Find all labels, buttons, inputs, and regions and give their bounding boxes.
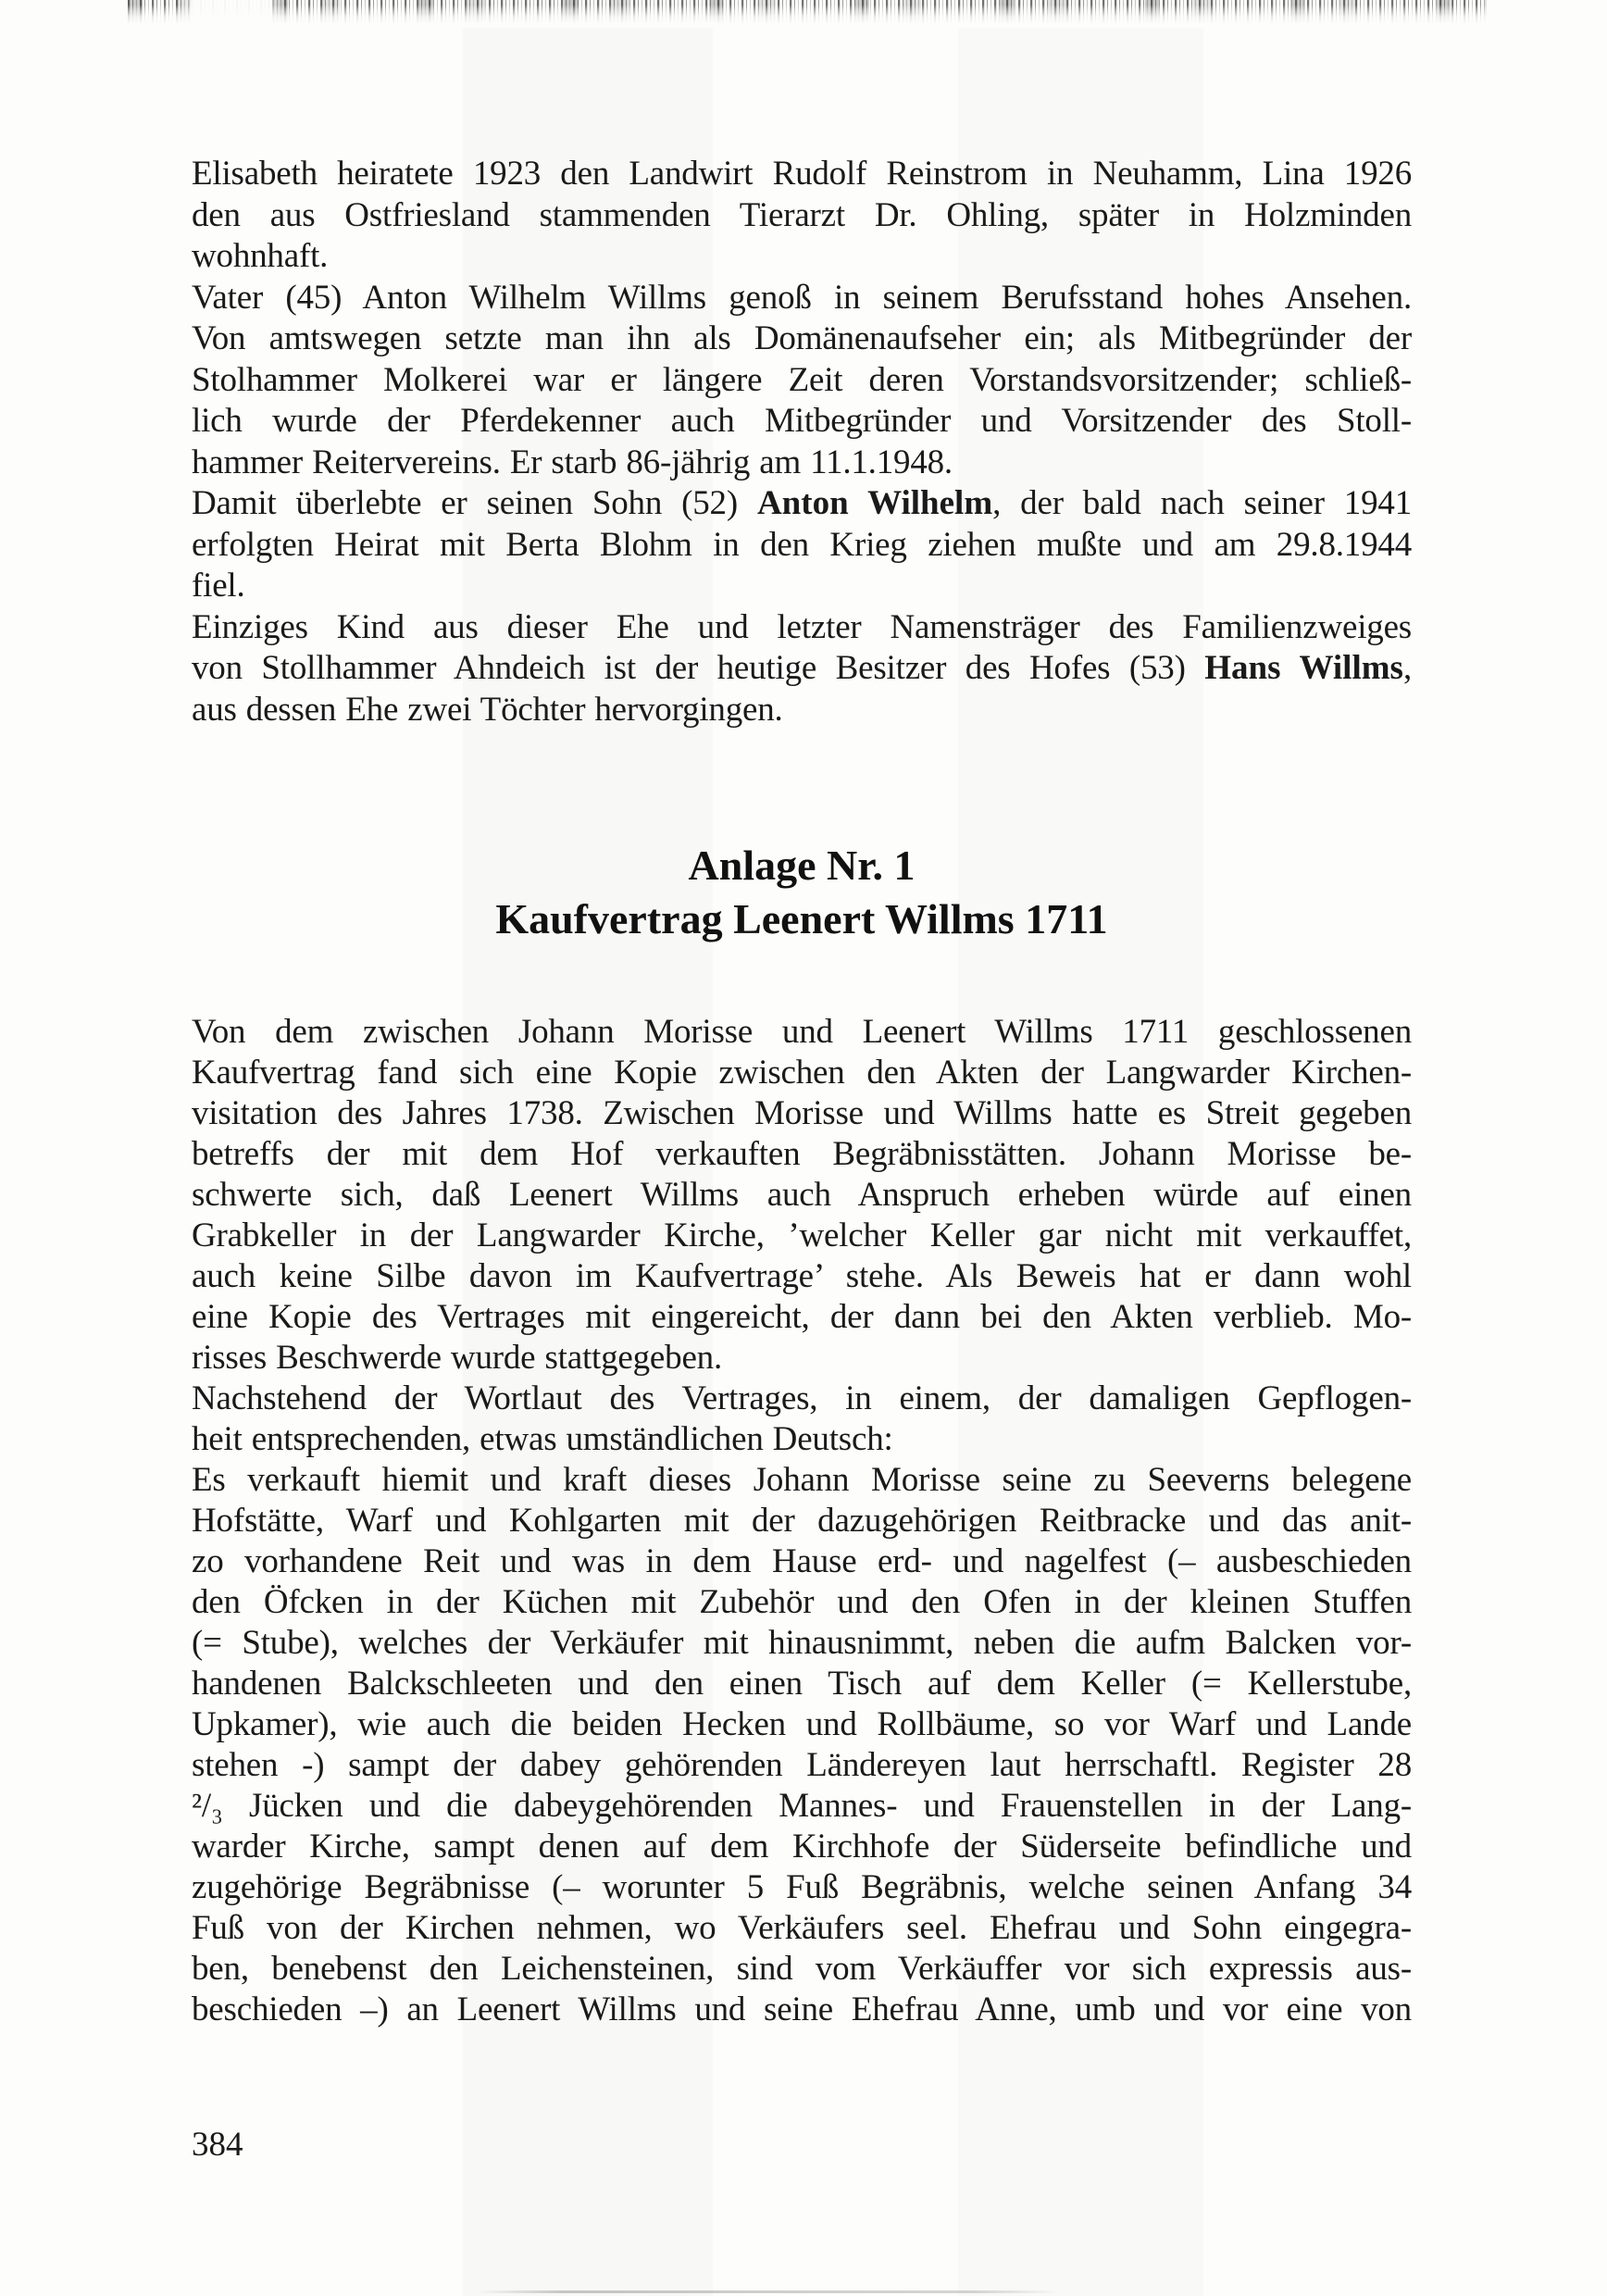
- text-line: handenen Balckschleeten und den einen Tisch auf dem Keller (= Kellerstube,: [192, 1665, 1412, 1703]
- text-line: Grabkeller in der Langwarder Kirche, ’welcher Keller gar nicht mit verkauffet,: [192, 1217, 1412, 1254]
- text-line: stehen -) sampt der dabey gehörenden Ländereyen laut herrschaftl. Register 28: [192, 1746, 1412, 1784]
- text-line: beschieden –) an Leenert Willms und seine Ehefrau Anne, umb und vor eine von: [192, 1990, 1412, 2028]
- text-line: Damit überlebte er seinen Sohn (52) Anton Wilhelm, der bald nach seiner 1941: [192, 484, 1412, 522]
- text-line: risses Beschwerde wurde stattgegeben.: [192, 1339, 723, 1377]
- text-line: Vater (45) Anton Wilhelm Willms genoß in seinem Berufsstand hohes Ansehen.: [192, 278, 1412, 317]
- text-line: Upkamer), wie auch die beiden Hecken und Rollbäume, so vor Warf und Lande: [192, 1705, 1412, 1743]
- text-line: Es verkauft hiemit und kraft dieses Johann Morisse seine zu Seeverns belegene: [192, 1461, 1412, 1499]
- text-line: von Stollhammer Ahndeich ist der heutige Besitzer des Hofes (53) Hans Willms,: [192, 649, 1412, 687]
- text-line: ben, benebenst den Leichensteinen, sind vom Verkäuffer vor sich expressis aus-: [192, 1950, 1412, 1988]
- scan-artifact-bottom: [477, 2290, 1060, 2293]
- text-line: eine Kopie des Vertrages mit eingereicht, der dann bei den Akten verblieb. Mo-: [192, 1298, 1412, 1336]
- text-line: wohnhaft.: [192, 237, 329, 275]
- paragraph: [192, 1379, 1412, 1460]
- text-line: Kaufvertrag fand sich eine Kopie zwischen den Akten der Langwarder Kirchen-: [192, 1054, 1412, 1092]
- text-line: warder Kirche, sampt denen auf dem Kirchhofe der Süderseite befindliche und: [192, 1828, 1412, 1866]
- text-line: den Öfcken in der Küchen mit Zubehör und den Ofen in der kleinen Stuffen: [192, 1583, 1412, 1621]
- text-line: Von dem zwischen Johann Morisse und Leenert Willms 1711 geschlossenen: [192, 1013, 1412, 1051]
- text-line: Elisabeth heiratete 1923 den Landwirt Rudolf Reinstrom in Neuhamm, Lina 1926: [192, 155, 1412, 193]
- text-line: betreffs der mit dem Hof verkauften Begräbnisstätten. Johann Morisse be-: [192, 1135, 1412, 1173]
- bold-name: Anton Wilhelm: [756, 484, 993, 522]
- annex-heading-line2: Kaufvertrag Leenert Willms 1711: [495, 895, 1108, 942]
- text-line: fiel.: [192, 567, 245, 605]
- text-line: heit entsprechenden, etwas umständlichen Deutsch:: [192, 1420, 893, 1458]
- text-line: auch keine Silbe davon im Kaufvertrage’ stehe. Als Beweis hat er dann wohl: [192, 1257, 1412, 1295]
- intro-text-block: [192, 154, 1412, 730]
- text-line: Von amtswegen setzte man ihn als Domänenaufseher ein; als Mitbegründer der: [192, 319, 1412, 357]
- text-line: Einziges Kind aus dieser Ehe und letzter Namensträger des Familienzweiges: [192, 607, 1412, 646]
- paragraph: [192, 483, 1412, 607]
- text-line: Fuß von der Kirchen nehmen, wo Verkäufers seel. Ehefrau und Sohn eingegra-: [192, 1909, 1412, 1947]
- paragraph: [192, 1012, 1412, 1379]
- text-line: Stolhammer Molkerei war er längere Zeit deren Vorstandsvorsitzender; schließ-: [192, 360, 1412, 399]
- paragraph: [192, 154, 1412, 278]
- text-line: zo vorhandene Reit und was in dem Hause erd- und nagelfest (– ausbeschieden: [192, 1542, 1412, 1580]
- text-line: erfolgten Heirat mit Berta Blohm in den Krieg ziehen mußte und am 29.8.1944: [192, 525, 1412, 564]
- text-line: Hofstätte, Warf und Kohlgarten mit der dazugehörigen Reitbracke und das anit-: [192, 1502, 1412, 1540]
- text-line: schwerte sich, daß Leenert Willms auch Anspruch erheben würde auf einen: [192, 1176, 1412, 1214]
- annex-text-block: [192, 1012, 1412, 2030]
- text-line: zugehörige Begräbnisse (– worunter 5 Fuß Begräbnis, welche seinen Anfang 34: [192, 1868, 1412, 1906]
- scan-artifact-top: [128, 0, 1487, 28]
- text-line: lich wurde der Pferdekenner auch Mitbegründer und Vorsitzender des Stoll-: [192, 402, 1412, 440]
- paragraph: [192, 607, 1412, 731]
- text-line: visitation des Jahres 1738. Zwischen Morisse und Willms hatte es Streit gegeben: [192, 1094, 1412, 1132]
- text-line: Nachstehend der Wortlaut des Vertrages, in einem, der damaligen Gepflogen-: [192, 1379, 1412, 1417]
- bold-name: Hans Willms: [1204, 649, 1403, 687]
- page-number: 384: [192, 2126, 243, 2164]
- paragraph: [192, 278, 1412, 484]
- text-line: ²/₃ Jücken und die dabeygehörenden Mannes- und Frauenstellen in der Lang-: [192, 1787, 1412, 1825]
- paragraph: [192, 1460, 1412, 2030]
- annex-heading-line1: Anlage Nr. 1: [688, 842, 916, 889]
- text-line: hammer Reitervereins. Er starb 86-jährig am 11.1.1948.: [192, 443, 953, 481]
- text-line: aus dessen Ehe zwei Töchter hervorgingen.: [192, 690, 783, 729]
- text-line: (= Stube), welches der Verkäufer mit hinausnimmt, neben die aufm Balcken vor-: [192, 1624, 1412, 1662]
- text-line: den aus Ostfriesland stammenden Tierarzt Dr. Ohling, später in Holzminden: [192, 195, 1412, 234]
- annex-heading: [192, 839, 1412, 946]
